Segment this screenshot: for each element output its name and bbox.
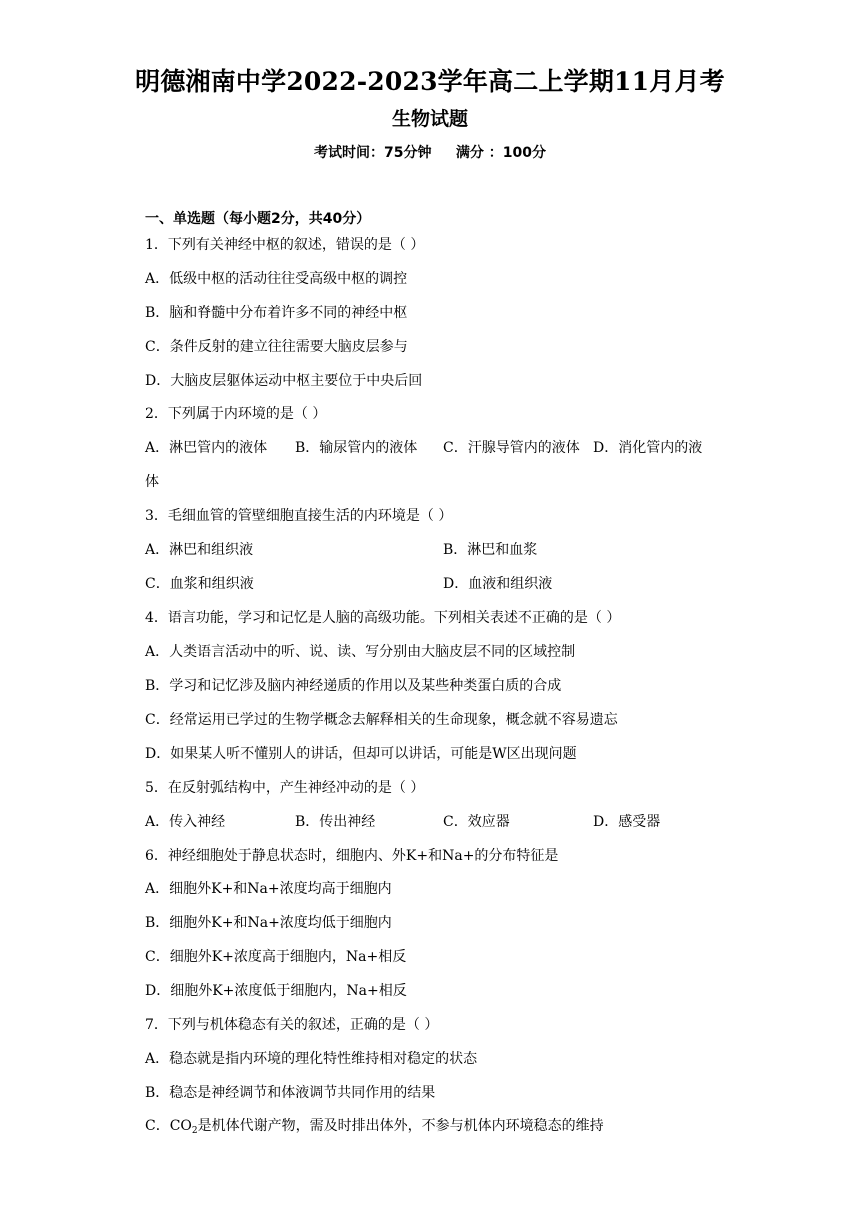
- q7-option-c-prefix: C．CO: [145, 1118, 192, 1134]
- q2-option-d: D．消化管内的液: [593, 440, 703, 456]
- q1-option-d: D．大脑皮层躯体运动中枢主要位于中央后回: [145, 373, 423, 389]
- q7-stem: 7．下列与机体稳态有关的叙述，正确的是（ ）: [145, 1017, 439, 1033]
- q7-option-b: B．稳态是神经调节和体液调节共同作用的结果: [145, 1085, 436, 1101]
- q7-option-c-text: 是机体代谢产物，需及时排出体外，不参与机体内环境稳态的维持: [197, 1118, 604, 1134]
- q7-option-a: A．稳态就是指内环境的理化特性维持相对稳定的状态: [145, 1051, 478, 1067]
- q5-option-b: B．传出神经: [295, 814, 376, 830]
- q2-stem: 2．下列属于内环境的是（ ）: [145, 406, 327, 422]
- q4-option-b: B．学习和记忆涉及脑内神经递质的作用以及某些种类蛋白质的合成: [145, 678, 562, 694]
- q2-option-d-continued: 体: [145, 474, 159, 490]
- q6-option-c: C．细胞外K+浓度高于细胞内，Na+相反: [145, 949, 407, 965]
- q2-option-b: B．输尿管内的液体: [295, 440, 418, 456]
- q5-stem: 5．在反射弧结构中，产生神经冲动的是（ ）: [145, 780, 425, 796]
- q1-option-b: B．脑和脊髓中分布着许多不同的神经中枢: [145, 305, 408, 321]
- q6-option-d: D．细胞外K+浓度低于细胞内，Na+相反: [145, 983, 407, 999]
- q3-option-c: C．血浆和组织液: [145, 576, 254, 592]
- q3-option-b: B．淋巴和血浆: [443, 542, 538, 558]
- q5-option-d: D．感受器: [593, 814, 661, 830]
- q2-option-c: C．汗腺导管内的液体: [443, 440, 580, 456]
- q6-option-b: B．细胞外K+和Na+浓度均低于细胞内: [145, 915, 392, 931]
- q1-option-c: C．条件反射的建立往往需要大脑皮层参与: [145, 339, 408, 355]
- exam-subtitle: 生物试题: [391, 108, 468, 130]
- q3-stem: 3．毛细血管的管壁细胞直接生活的内环境是（ ）: [145, 508, 453, 524]
- q7-option-c: [145, 1117, 604, 1140]
- q5-option-c: C．效应器: [443, 814, 510, 830]
- q4-option-d: D．如果某人听不懂别人的讲话，但却可以讲话，可能是W区出现问题: [145, 746, 577, 762]
- section-title: 一、单选题（每小题2分，共40分）: [145, 211, 371, 227]
- exam-title: 明德湘南中学2022-2023学年高二上学期11月月考: [135, 67, 725, 96]
- q4-option-c: C．经常运用已学过的生物学概念去解释相关的生命现象，概念就不容易遗忘: [145, 712, 618, 728]
- q3-option-a: A．淋巴和组织液: [145, 542, 254, 558]
- q7-option-c-subscript: 2: [191, 1126, 198, 1136]
- q4-option-a: A．人类语言活动中的听、说、读、写分别由大脑皮层不同的区域控制: [145, 644, 576, 660]
- q1-stem: 1．下列有关神经中枢的叙述，错误的是（ ）: [145, 237, 425, 253]
- q5-option-a: A．传入神经: [145, 814, 226, 830]
- q1-option-a: A．低级中枢的活动往往受高级中枢的调控: [145, 271, 408, 287]
- q2-option-a: A．淋巴管内的液体: [145, 440, 268, 456]
- q6-option-a: A．细胞外K+和Na+浓度均高于细胞内: [145, 881, 392, 897]
- q6-stem: 6．神经细胞处于静息状态时，细胞内、外K+和Na+的分布特征是: [145, 848, 559, 864]
- q3-option-d: D．血液和组织液: [443, 576, 553, 592]
- q4-stem: 4．语言功能，学习和记忆是人脑的高级功能。下列相关表述不正确的是（ ）: [145, 610, 621, 626]
- exam-meta: 考试时间：75分钟 满分 ：100分: [314, 145, 546, 161]
